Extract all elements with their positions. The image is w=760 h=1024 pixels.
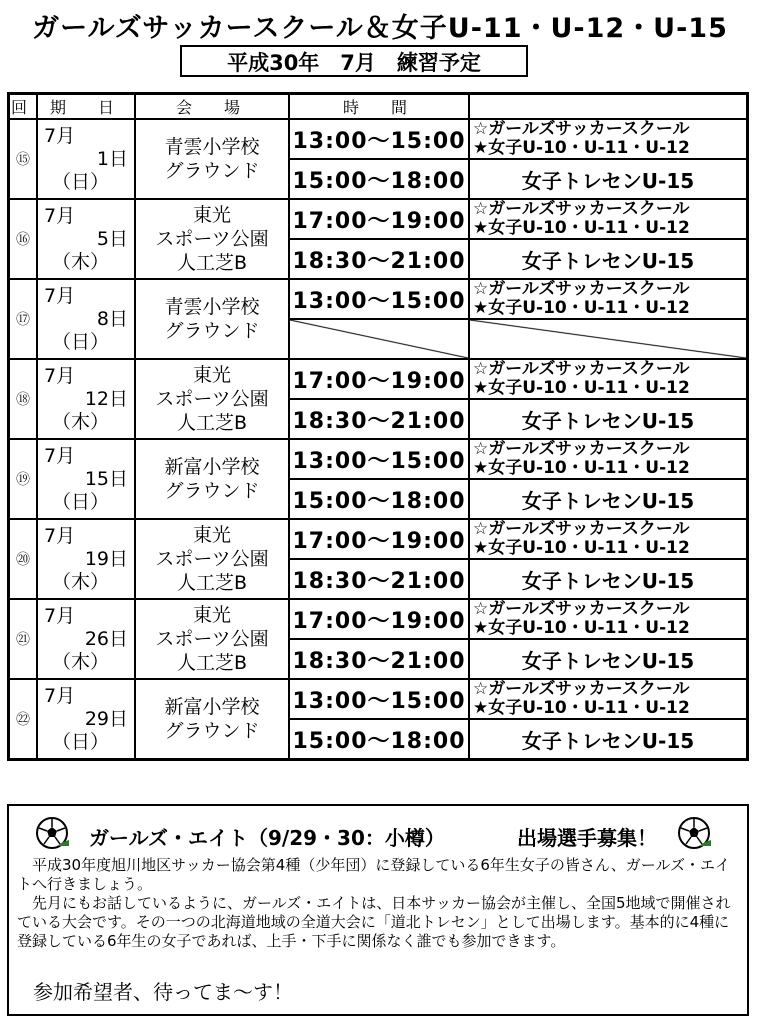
row-venue xyxy=(135,199,289,279)
date-weekday: （日） xyxy=(52,730,110,753)
venue-line: 人工芝B xyxy=(176,412,248,434)
program-line: ☆ガールズサッカースクール xyxy=(473,439,690,459)
venue-line: 東光 xyxy=(192,604,231,626)
date-month: 7月 xyxy=(44,284,76,307)
slot-program xyxy=(469,279,748,319)
row-date xyxy=(37,519,135,599)
venue-line: 東光 xyxy=(192,364,231,386)
notice-footer: 参加希望者、待ってま〜す！ xyxy=(33,980,293,1004)
row-date xyxy=(37,679,135,760)
slot-program xyxy=(469,359,748,399)
program-line: ★女子U-10・U-11・U-12 xyxy=(473,298,690,318)
program-line: ★女子U-10・U-11・U-12 xyxy=(473,698,690,718)
schedule-body xyxy=(9,119,748,760)
slot-time: 15:00〜18:00 xyxy=(289,719,469,760)
slot-program xyxy=(469,239,748,279)
date-weekday: （木） xyxy=(52,410,110,433)
header-venue: 会 場 xyxy=(135,94,289,120)
slot-time xyxy=(289,319,469,359)
soccer-ball-icon xyxy=(677,816,711,850)
venue-line: グラウンド xyxy=(164,480,260,502)
notice-paragraph: 平成30年度旭川地区サッカー協会第4種（少年団）に登録している6年生女子の皆さん、ガールズ・エイトへ行きましょう。 xyxy=(17,856,731,893)
date-day: 1日 xyxy=(96,147,128,170)
slot-program xyxy=(469,479,748,519)
row-number: ⑳ xyxy=(9,519,38,599)
slot-time: 13:00〜15:00 xyxy=(289,279,469,319)
schedule-row xyxy=(9,679,748,719)
date-weekday: （日） xyxy=(52,170,110,193)
program-line: ★女子U-10・U-11・U-12 xyxy=(473,538,690,558)
program-line: 女子トレセンU-15 xyxy=(521,168,695,193)
date-month: 7月 xyxy=(44,364,76,387)
row-date xyxy=(37,279,135,359)
row-venue xyxy=(135,599,289,679)
page-subtitle: 平成30年 7月 練習予定 xyxy=(180,45,528,77)
header-num: 回 xyxy=(9,94,38,120)
venue-line: 人工芝B xyxy=(176,652,248,674)
venue-line: 人工芝B xyxy=(176,572,248,594)
program-line: ★女子U-10・U-11・U-12 xyxy=(473,378,690,398)
header-program xyxy=(469,94,748,120)
slot-program xyxy=(469,559,748,599)
row-number: ㉑ xyxy=(9,599,38,679)
venue-line: 東光 xyxy=(192,524,231,546)
program-line: ★女子U-10・U-11・U-12 xyxy=(473,458,690,478)
soccer-ball-icon xyxy=(35,816,69,850)
row-venue xyxy=(135,519,289,599)
program-line: ☆ガールズサッカースクール xyxy=(473,679,690,699)
slot-time: 17:00〜19:00 xyxy=(289,199,469,239)
date-month: 7月 xyxy=(44,124,76,147)
schedule-row xyxy=(9,519,748,559)
row-venue xyxy=(135,279,289,359)
schedule-row xyxy=(9,599,748,639)
notice-box xyxy=(7,804,749,1016)
row-date xyxy=(37,119,135,199)
date-month: 7月 xyxy=(44,204,76,227)
program-line: 女子トレセンU-15 xyxy=(521,728,695,753)
program-line: ☆ガールズサッカースクール xyxy=(473,359,690,379)
slot-program xyxy=(469,519,748,559)
venue-line: スポーツ公園 xyxy=(155,228,269,250)
venue-line: 青雲小学校 xyxy=(164,136,260,158)
date-weekday: （日） xyxy=(52,330,110,353)
program-line: ★女子U-10・U-11・U-12 xyxy=(473,618,690,638)
program-line: ☆ガールズサッカースクール xyxy=(473,599,690,619)
program-line: ★女子U-10・U-11・U-12 xyxy=(473,138,690,158)
schedule-row xyxy=(9,199,748,239)
schedule-row xyxy=(9,439,748,479)
date-day: 29日 xyxy=(84,707,128,730)
schedule-row xyxy=(9,119,748,159)
venue-line: スポーツ公園 xyxy=(155,548,269,570)
venue-line: 東光 xyxy=(192,204,231,226)
date-day: 19日 xyxy=(84,547,128,570)
row-date xyxy=(37,599,135,679)
row-number: ⑯ xyxy=(9,199,38,279)
program-line: 女子トレセンU-15 xyxy=(521,648,695,673)
slot-program xyxy=(469,319,748,359)
date-month: 7月 xyxy=(44,444,76,467)
slot-time: 17:00〜19:00 xyxy=(289,599,469,639)
row-number: ⑮ xyxy=(9,119,38,199)
program-line: 女子トレセンU-15 xyxy=(521,408,695,433)
venue-line: 新富小学校 xyxy=(164,456,260,478)
date-day: 12日 xyxy=(84,387,128,410)
program-line: 女子トレセンU-15 xyxy=(521,488,695,513)
slot-program xyxy=(469,639,748,679)
date-weekday: （木） xyxy=(52,650,110,673)
slot-time: 15:00〜18:00 xyxy=(289,479,469,519)
venue-line: 人工芝B xyxy=(176,252,248,274)
row-number: ⑰ xyxy=(9,279,38,359)
notice-paragraph: 先月にもお話しているように、ガールズ・エイトは、日本サッカー協会が主催し、全国5地域で開催されている大会です。その一つの北海道地域の全道大会に「道北トレセン」として出場します。基本的に4種に登録している6年生の女子であれば、上手・下手に関係なく誰でも参加できます。 xyxy=(17,894,731,950)
program-line: 女子トレセンU-15 xyxy=(521,248,695,273)
date-weekday: （日） xyxy=(52,490,110,513)
date-weekday: （木） xyxy=(52,570,110,593)
notice-title: ガールズ・エイト（9/29・30：小樽） xyxy=(89,826,445,850)
date-month: 7月 xyxy=(44,684,76,707)
row-venue xyxy=(135,439,289,519)
schedule-row xyxy=(9,359,748,399)
slot-time: 18:30〜21:00 xyxy=(289,399,469,439)
row-number: ㉒ xyxy=(9,679,38,760)
program-line: ☆ガールズサッカースクール xyxy=(473,519,690,539)
venue-line: グラウンド xyxy=(164,320,260,342)
program-line: ☆ガールズサッカースクール xyxy=(473,199,690,219)
header-time: 時 間 xyxy=(289,94,469,120)
slot-program xyxy=(469,439,748,479)
date-day: 8日 xyxy=(96,307,128,330)
slot-program xyxy=(469,679,748,719)
page-title: ガールズサッカースクール＆女子U-11・U-12・U-15 xyxy=(32,13,728,44)
date-weekday: （木） xyxy=(52,250,110,273)
program-line: ★女子U-10・U-11・U-12 xyxy=(473,218,690,238)
slot-program xyxy=(469,719,748,760)
row-date xyxy=(37,359,135,439)
venue-line: スポーツ公園 xyxy=(155,628,269,650)
venue-line: 青雲小学校 xyxy=(164,296,260,318)
slot-program xyxy=(469,399,748,439)
date-month: 7月 xyxy=(44,524,76,547)
slot-time: 18:30〜21:00 xyxy=(289,639,469,679)
slot-program xyxy=(469,599,748,639)
row-venue xyxy=(135,359,289,439)
schedule-table xyxy=(7,92,749,761)
header-date: 期 日 xyxy=(37,94,135,120)
venue-line: グラウンド xyxy=(164,160,260,182)
slot-time: 18:30〜21:00 xyxy=(289,559,469,599)
program-line: ☆ガールズサッカースクール xyxy=(473,119,690,139)
notice-header xyxy=(9,816,747,850)
row-date xyxy=(37,199,135,279)
venue-line: 新富小学校 xyxy=(164,696,260,718)
venue-line: スポーツ公園 xyxy=(155,388,269,410)
table-header-row xyxy=(9,94,748,120)
slot-time: 13:00〜15:00 xyxy=(289,439,469,479)
slot-time: 13:00〜15:00 xyxy=(289,679,469,719)
slot-program xyxy=(469,199,748,239)
date-month: 7月 xyxy=(44,604,76,627)
slot-time: 15:00〜18:00 xyxy=(289,159,469,199)
notice-body xyxy=(17,856,743,951)
date-day: 15日 xyxy=(84,467,128,490)
program-line: ☆ガールズサッカースクール xyxy=(473,279,690,299)
slot-time: 18:30〜21:00 xyxy=(289,239,469,279)
row-number: ⑱ xyxy=(9,359,38,439)
row-venue xyxy=(135,679,289,760)
slot-time: 17:00〜19:00 xyxy=(289,359,469,399)
notice-recruit: 出場選手募集！ xyxy=(517,826,657,850)
slot-program xyxy=(469,119,748,159)
venue-line: グラウンド xyxy=(164,720,260,742)
row-date xyxy=(37,439,135,519)
slot-time: 17:00〜19:00 xyxy=(289,519,469,559)
slot-program xyxy=(469,159,748,199)
schedule-row xyxy=(9,279,748,319)
slot-time: 13:00〜15:00 xyxy=(289,119,469,159)
program-line: 女子トレセンU-15 xyxy=(521,568,695,593)
date-day: 5日 xyxy=(96,227,128,250)
date-day: 26日 xyxy=(84,627,128,650)
row-number: ⑲ xyxy=(9,439,38,519)
row-venue xyxy=(135,119,289,199)
